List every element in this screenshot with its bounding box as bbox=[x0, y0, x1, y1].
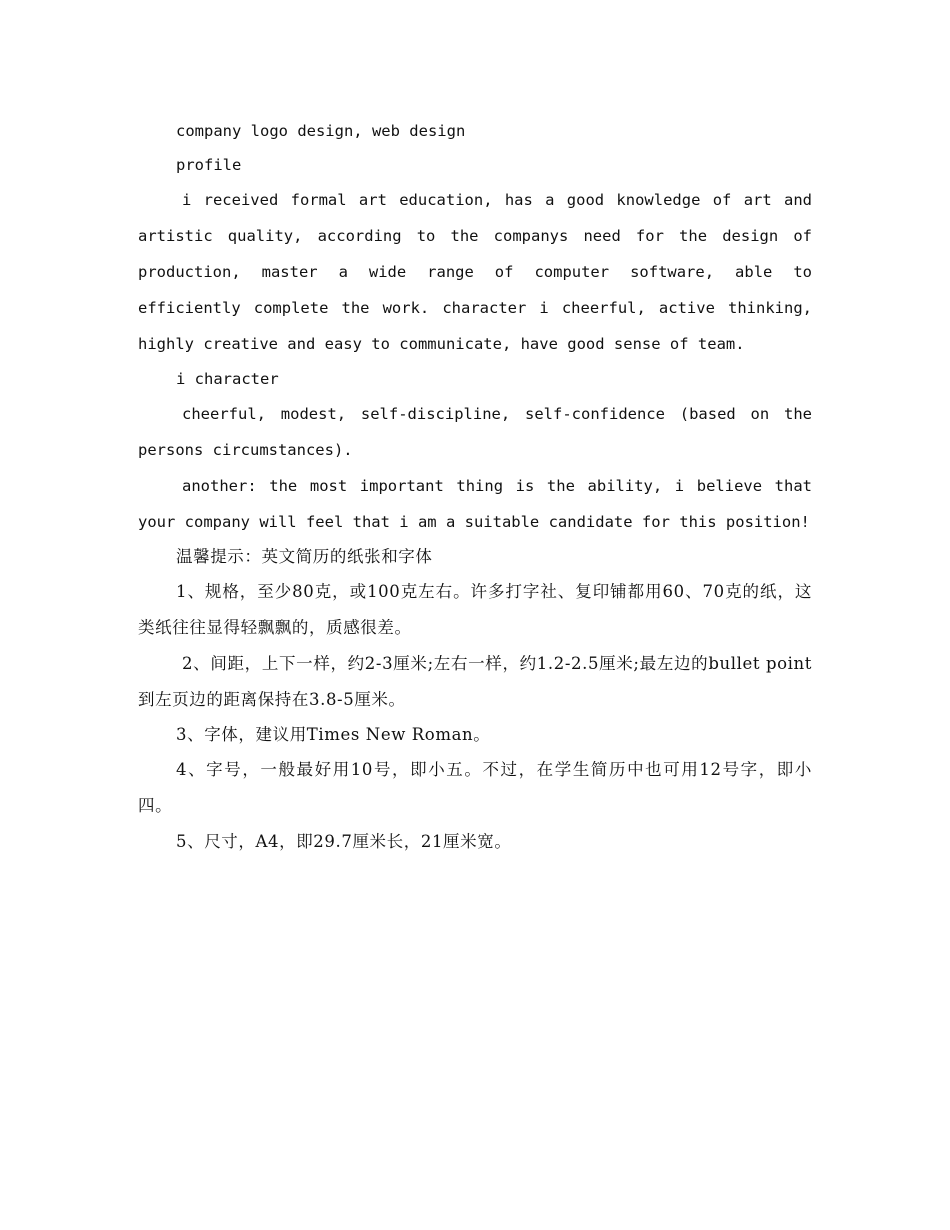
tip-item: 3、字体，建议用Times New Roman。 bbox=[176, 725, 491, 744]
tip-item: 2、间距，上下一样，约2-3厘米;左右一样，约1.2-2.5厘米;最左边的bullet point到左页边的距离保持在3.8-5厘米。 bbox=[138, 654, 812, 709]
profile-heading: profile bbox=[176, 156, 242, 174]
tip-item: 5、尺寸，A4，即29.7厘米长，21厘米宽。 bbox=[176, 832, 512, 851]
tip-item: 1、规格，至少80克，或100克左右。许多打字社、复印铺都用60、70克的纸，这类纸往往显得轻飘飘的，质感很差。 bbox=[138, 582, 812, 637]
document-body bbox=[138, 114, 812, 860]
profile-body: i received formal art education, has a good knowledge of art and artistic quality, according to the companys need for the design of production, master a wide range of computer software, able to efficiently complete the work. character i cheerful, active thinking, highly creative and easy to communicate, have good sense of team. bbox=[138, 191, 812, 353]
character-body: cheerful, modest, self-discipline, self-confidence (based on the persons circumstances). bbox=[138, 405, 812, 459]
character-heading: i character bbox=[176, 370, 279, 388]
closing-body: another: the most important thing is the ability, i believe that your company will feel that i am a suitable candidate for this position! bbox=[138, 477, 812, 531]
tip-item: 4、字号，一般最好用10号，即小五。不过，在学生简历中也可用12号字，即小四。 bbox=[138, 760, 812, 815]
tips-heading: 温馨提示：英文简历的纸张和字体 bbox=[176, 547, 433, 566]
skills-line: company logo design, web design bbox=[176, 122, 466, 140]
